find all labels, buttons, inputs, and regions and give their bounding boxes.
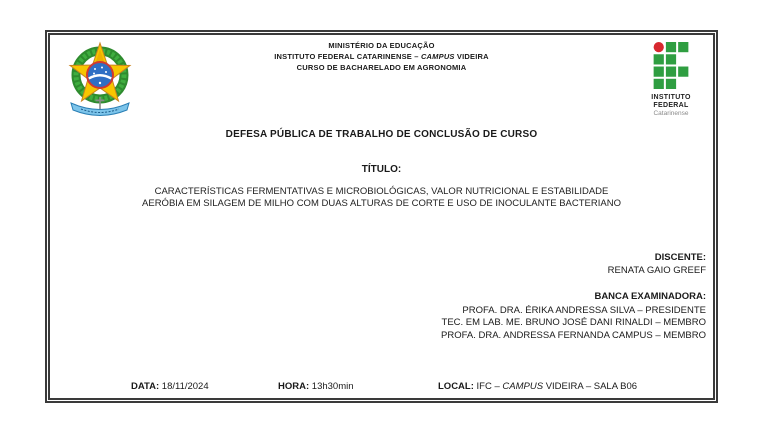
footer-local bbox=[438, 381, 637, 392]
if-logo-name-line2: FEDERAL bbox=[653, 101, 689, 109]
footer-data-value: 18/11/2024 bbox=[159, 381, 209, 392]
header-line-course: CURSO DE BACHARELADO EM AGRONOMIA bbox=[296, 63, 467, 72]
document-header bbox=[50, 40, 713, 73]
footer-local-prefix: IFC – bbox=[473, 381, 503, 392]
footer-data-label: DATA: bbox=[131, 381, 160, 392]
discente-label: DISCENTE: bbox=[654, 252, 706, 263]
header-institute-campus-italic: CAMPUS bbox=[420, 52, 455, 61]
header-institute-suffix: VIDEIRA bbox=[454, 52, 489, 61]
if-logo-name-line1: INSTITUTO bbox=[651, 94, 691, 101]
event-title: DEFESA PÚBLICA DE TRABALHO DE CONCLUSÃO DE CURSO bbox=[225, 129, 538, 140]
banca-section bbox=[441, 291, 706, 342]
if-squares-icon bbox=[652, 42, 690, 89]
footer-local-campus-italic: CAMPUS bbox=[502, 381, 544, 392]
document-border-frame bbox=[45, 30, 718, 403]
banca-member: TEC. EM LAB. ME. BRUNO JOSÉ DANI RINALDI – MEMBRO bbox=[441, 317, 706, 328]
titulo-label: TÍTULO: bbox=[361, 164, 402, 175]
header-line-institute bbox=[50, 51, 713, 62]
footer-row bbox=[50, 381, 713, 393]
header-line-ministry: MINISTÉRIO DA EDUCAÇÃO bbox=[328, 41, 435, 50]
if-logo-name bbox=[634, 94, 708, 109]
banca-label: BANCA EXAMINADORA: bbox=[594, 291, 706, 302]
header-institute-prefix: INSTITUTO FEDERAL CATARINENSE – bbox=[274, 52, 421, 61]
footer-hora-value: 13h30min bbox=[309, 381, 354, 392]
banca-member: PROFA. DRA. ANDRESSA FERNANDA CAMPUS – MEMBRO bbox=[441, 329, 706, 341]
footer-hora bbox=[278, 381, 354, 392]
banca-member: PROFA. DRA. ÉRIKA ANDRESSA SILVA – PRESIDENTE bbox=[462, 304, 706, 316]
footer-hora-label: HORA: bbox=[278, 381, 310, 392]
titulo-text: CARACTERÍSTICAS FERMENTATIVAS E MICROBIOLÓGICAS, VALOR NUTRICIONAL E ESTABILIDADE AERÓBIA EM SILAGEM DE MILHO COM DUAS ALTURAS DE CORTE E USO DE INOCULANTE BACTERIANO bbox=[142, 186, 621, 209]
footer-local-label: LOCAL: bbox=[438, 381, 474, 392]
if-logo-state: Catarinense bbox=[653, 110, 689, 117]
footer-data bbox=[131, 381, 209, 392]
discente-name: RENATA GAIO GREEF bbox=[607, 265, 706, 276]
document-page bbox=[50, 35, 713, 398]
footer-local-suffix: VIDEIRA – SALA B06 bbox=[543, 381, 638, 392]
instituto-federal-logo bbox=[634, 42, 708, 117]
discente-section bbox=[608, 251, 706, 277]
